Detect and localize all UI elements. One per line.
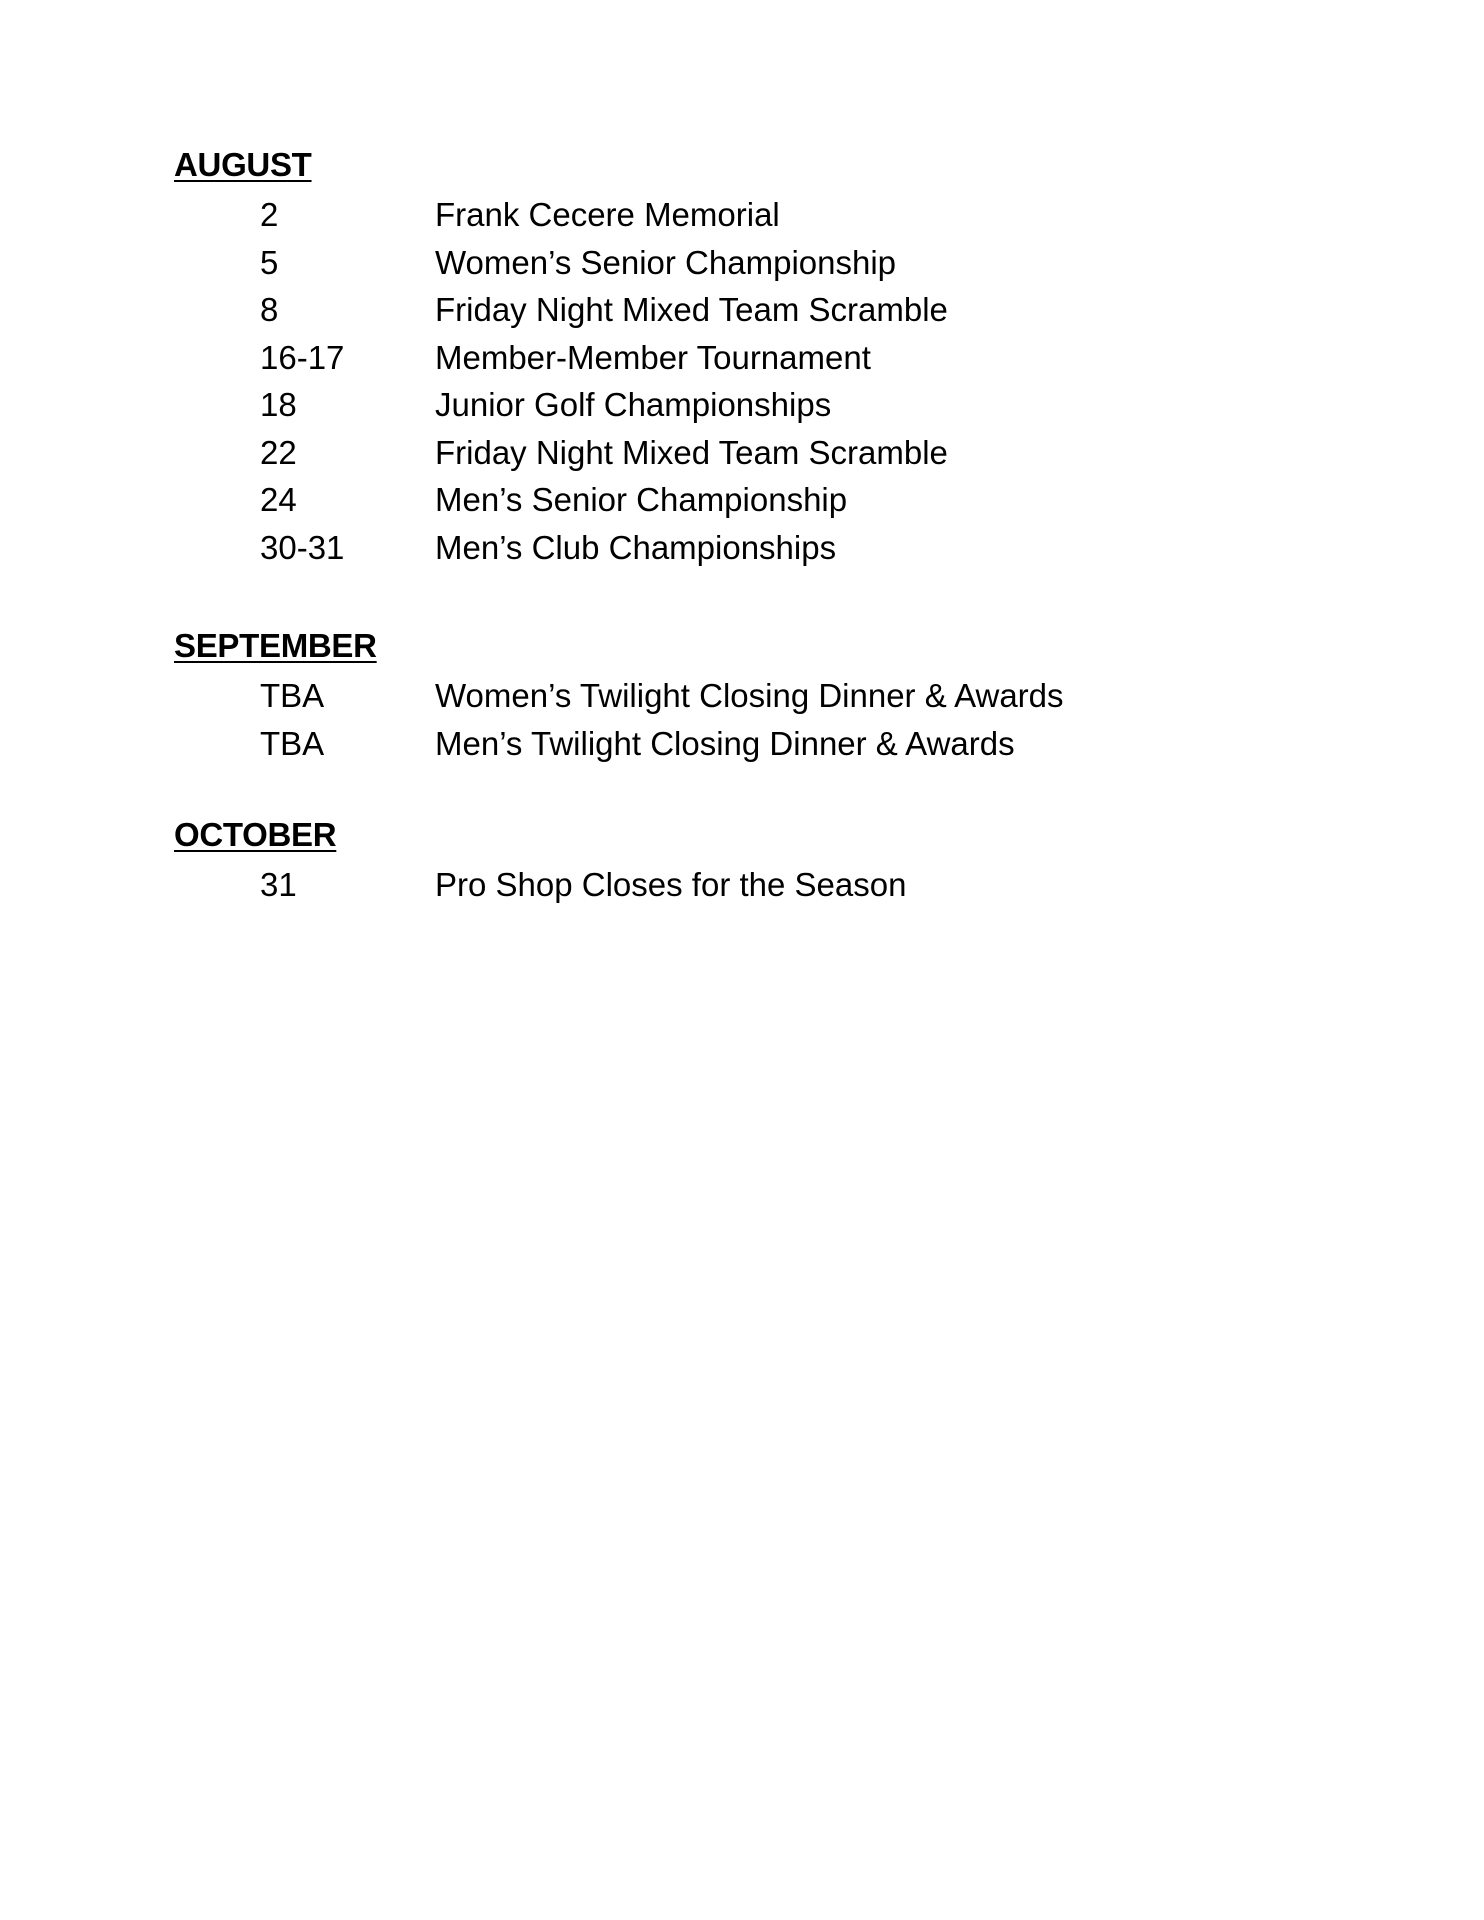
event-date: 8 <box>260 291 279 328</box>
event-name: Pro Shop Closes for the Season <box>435 866 907 903</box>
event-name: Men’s Senior Championship <box>435 481 848 518</box>
event-date: 31 <box>260 866 297 903</box>
event-date: TBA <box>260 677 325 714</box>
event-name: Friday Night Mixed Team Scramble <box>435 433 948 471</box>
event-date: 24 <box>260 481 297 518</box>
event-row <box>174 720 1274 768</box>
event-name: Member-Member Tournament <box>435 338 871 376</box>
event-name: Friday Night Mixed Team Scramble <box>435 291 948 328</box>
event-date: 16-17 <box>260 338 345 376</box>
event-date: 30-31 <box>260 528 345 566</box>
event-row <box>174 524 1274 572</box>
event-row <box>174 672 1274 720</box>
event-name: Men’s Club Championships <box>435 528 837 566</box>
event-date: 18 <box>260 386 297 423</box>
event-date: 2 <box>260 196 279 233</box>
event-row <box>174 381 1274 429</box>
event-date: 22 <box>260 433 297 471</box>
event-row <box>174 861 1274 909</box>
event-date: TBA <box>260 724 325 762</box>
event-name: Women’s Senior Championship <box>435 243 897 281</box>
event-row <box>174 191 1274 239</box>
month-section-august <box>174 145 1274 571</box>
event-name: Men’s Twilight Closing Dinner & Awards <box>435 724 1015 762</box>
event-row <box>174 476 1274 524</box>
event-row <box>174 239 1274 287</box>
month-heading: AUGUST <box>174 146 312 183</box>
event-name: Women’s Twilight Closing Dinner & Awards <box>435 677 1064 714</box>
event-date: 5 <box>260 243 279 281</box>
month-heading: SEPTEMBER <box>174 627 377 664</box>
event-row <box>174 334 1274 382</box>
month-section-october <box>174 815 1274 909</box>
event-name: Frank Cecere Memorial <box>435 196 780 233</box>
event-name: Junior Golf Championships <box>435 386 832 423</box>
event-row <box>174 429 1274 477</box>
month-heading: OCTOBER <box>174 816 337 853</box>
month-section-september <box>174 626 1274 767</box>
event-row <box>174 286 1274 334</box>
